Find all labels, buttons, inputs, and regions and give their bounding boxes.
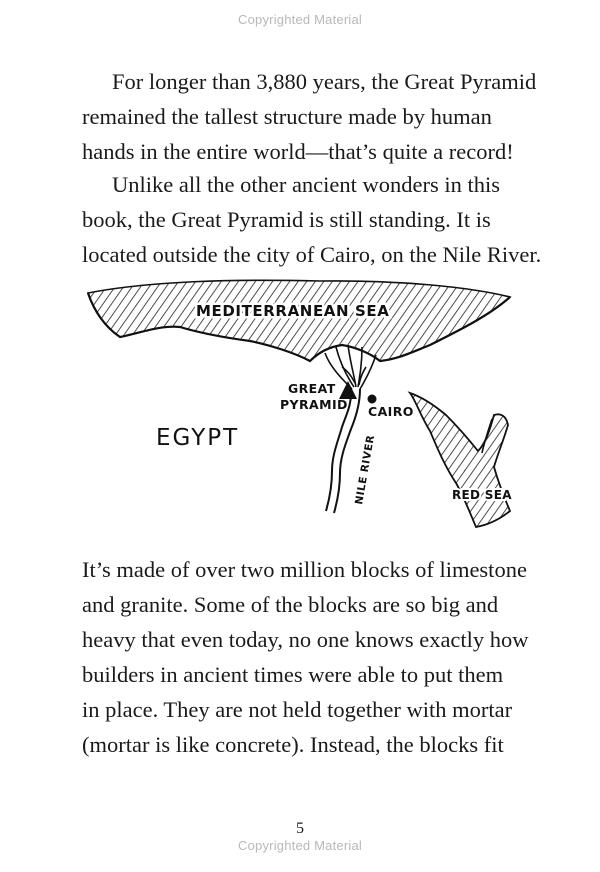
- paragraph-record: [82, 64, 537, 169]
- text-line: located outside the city of Cairo, on the Nile River.: [82, 242, 542, 267]
- country-label: EGYPT: [156, 425, 240, 451]
- sea-label: MEDITERRANEAN SEA: [196, 302, 390, 320]
- text-line: builders in ancient times were able to put them: [82, 662, 504, 687]
- egypt-map-illustration: [80, 275, 540, 537]
- red-sea-label: RED SEA: [452, 488, 512, 502]
- copyright-watermark-bottom: Copyrighted Material: [238, 838, 362, 853]
- text-line: (mortar is like concrete). Instead, the blocks fit: [82, 732, 504, 757]
- text-line: book, the Great Pyramid is still standing. It is: [82, 207, 491, 232]
- pyramid-label-line2: PYRAMID: [280, 397, 348, 412]
- pyramid-label-line1: GREAT: [288, 381, 336, 396]
- text-line: It’s made of over two million blocks of limestone: [82, 557, 527, 582]
- cairo-city-dot: [368, 395, 377, 404]
- text-line: hands in the entire world—that’s quite a record!: [82, 139, 514, 164]
- text-line: remained the tallest structure made by human: [82, 104, 492, 129]
- page-number: 5: [296, 820, 304, 837]
- text-line: heavy that even today, no one knows exactly how: [82, 627, 529, 652]
- mediterranean-sea-shape: [88, 280, 510, 361]
- copyright-watermark-top: Copyrighted Material: [238, 12, 362, 27]
- city-label: CAIRO: [368, 404, 414, 419]
- paragraph-construction: [82, 552, 537, 762]
- text-line: Unlike all the other ancient wonders in this: [112, 172, 501, 197]
- red-sea-shape: [410, 393, 510, 527]
- river-label: NILE RIVER: [353, 433, 378, 506]
- text-line: and granite. Some of the blocks are so big and: [82, 592, 499, 617]
- text-line: in place. They are not held together with mortar: [82, 697, 513, 722]
- text-line: For longer than 3,880 years, the Great Pyramid: [112, 69, 537, 94]
- paragraph-location: [82, 167, 542, 272]
